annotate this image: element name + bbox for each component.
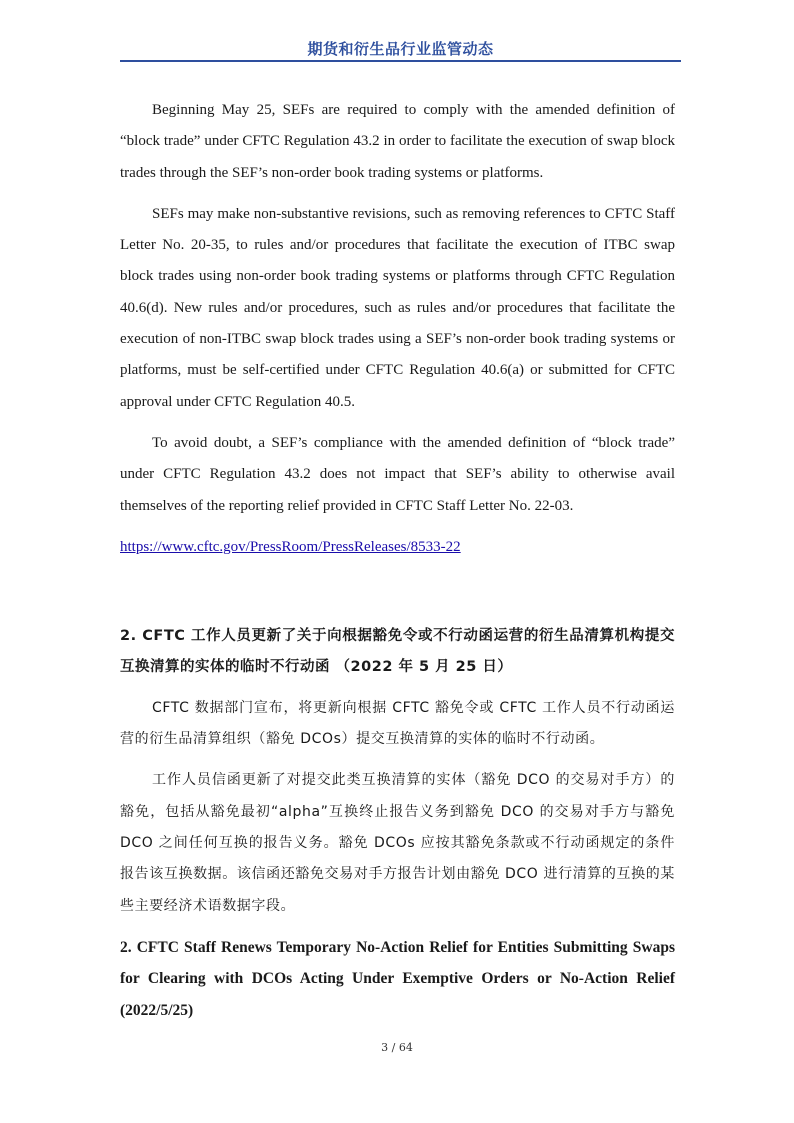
paragraph-sef-block-trade: Beginning May 25, SEFs are required to comply with the amended definition of “block trade” under CFTC Regulation 43.2 in order to facilitate the execution of swap block trades through the SEF’s non-order book trading systems or platforms. xyxy=(120,102,675,181)
paragraph-avoid-doubt: To avoid doubt, a SEF’s compliance with the amended definition of “block trade” under CFTC Regulation 43.2 does not impact that SEF’s ability to otherwise avail themselves of the reporting relief provided in CFTC Staff Letter No. 22-03. xyxy=(120,434,675,514)
section-heading-english: 2. CFTC Staff Renews Temporary No-Action Relief for Entities Submitting Swaps for Clearing with DCOs Acting Under Exemptive Orders or No-Action Relief (2022/5/25) xyxy=(120,938,675,1019)
section-heading-chinese: 2. CFTC 工作人员更新了关于向根据豁免令或不行动函运营的衍生品清算机构提交互换清算的实体的临时不行动函 （2022 年 5 月 25 日） xyxy=(120,627,675,675)
paragraph-cn-letter-details: 工作人员信函更新了对提交此类互换清算的实体（豁免 DCO 的交易对手方）的豁免，包括从豁免最初“alpha”互换终止报告义务到豁免 DCO 的交易对手方与豁免 DCO 之间任何互换的报告义务。豁免 DCOs 应按其豁免条款或不行动函规定的条件报告该互换数据。该信函还豁免交易对手方报告计划由豁免 DCO 进行清算的互换的某些主要经济术语数据字段。 xyxy=(120,772,675,914)
page-number: 3 / 64 xyxy=(381,1041,413,1054)
running-header-title: 期货和衍生品行业监管动态 xyxy=(307,40,494,58)
page-content xyxy=(120,95,675,1026)
header-rule xyxy=(120,60,681,62)
press-release-link[interactable]: https://www.cftc.gov/PressRoom/PressReleases/8533-22 xyxy=(120,538,461,555)
paragraph-cn-announcement: CFTC 数据部门宣布，将更新向根据 CFTC 豁免令或 CFTC 工作人员不行动函运营的衍生品清算组织（豁免 DCOs）提交互换清算的实体的临时不行动函。 xyxy=(120,699,675,748)
paragraph-sef-revisions: SEFs may make non-substantive revisions, such as removing references to CFTC Staff Letter No. 20-35, to rules and/or procedures that facilitate the execution of ITBC swap block trades using non-order book trading systems or platforms through CFTC Regulation 40.6(d). New rules and/or procedures, such as rules and/or procedures that facilitate the execution of non-ITBC swap block trades using a SEF’s non-order book trading systems or platforms, must be self-certified under CFTC Regulation 40.6(a) or submitted for CFTC approval under CFTC Regulation 40.5. xyxy=(120,205,675,410)
